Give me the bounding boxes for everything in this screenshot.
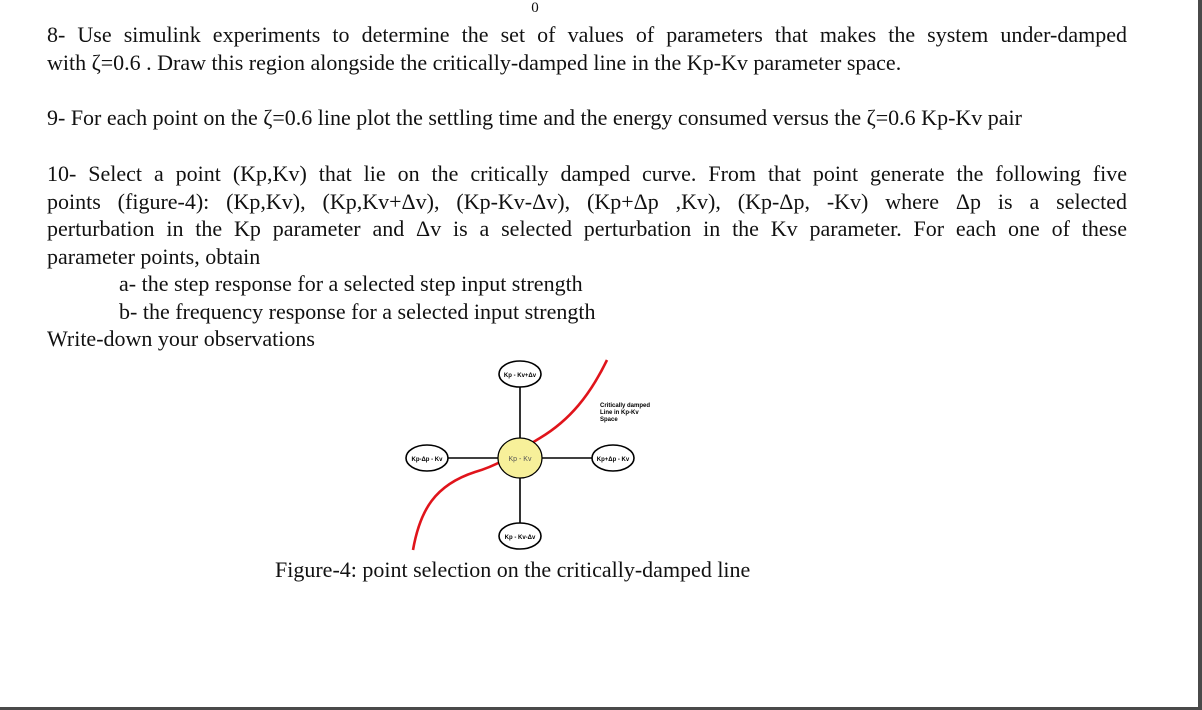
question-10-line-1: 10- Select a point (Kp,Kv) that lie on the critically damped curve. From that point generate the following five [47, 161, 1127, 186]
question-10-sub-a: a- the step response for a selected step input strength [119, 271, 583, 296]
question-10-line-3: perturbation in the Kp parameter and Δv is a selected perturbation in the Kv parameter. For each one of these [47, 216, 1127, 241]
figure-4 [395, 350, 685, 560]
question-10 [47, 160, 1127, 353]
question-9-line-1: 9- For each point on the ζ=0.6 line plot the settling time and the energy consumed versus the ζ=0.6 Kp-Kv pair [47, 105, 1022, 130]
curve-label-line-2: Line in Kp-Kv [600, 410, 639, 416]
curve-label-line-1: Critically damped [600, 403, 651, 409]
question-8 [47, 21, 1127, 76]
curve-label-line-3: Space [600, 417, 618, 423]
question-10-sub-b: b- the frequency response for a selected input strength [119, 298, 596, 324]
question-8-line-2: with ζ=0.6 . Draw this region alongside the critically-damped line in the Kp-Kv parameter space. [47, 49, 902, 75]
node-left-label: Kp-Δp - Kv [411, 457, 443, 463]
node-bottom-label: Kp - Kv-Δv [504, 535, 536, 541]
figure-4-diagram [395, 350, 685, 560]
page-border-right [1198, 0, 1202, 710]
question-8-line-1: 8- Use simulink experiments to determine the set of values of parameters that makes the system under-damped [47, 22, 1127, 47]
node-center-label: Kp - Kv [508, 456, 532, 463]
question-10-line-2: points (figure-4): (Kp,Kv), (Kp,Kv+Δv), (Kp-Kv-Δv), (Kp+Δp ,Kv), (Kp-Δp, -Kv) where Δp is a selected [47, 188, 1127, 214]
node-top-label: Kp - Kv+Δv [503, 373, 537, 379]
question-10-line-4: parameter points, obtain [47, 243, 261, 269]
question-9 [47, 104, 1127, 132]
page-number: 0 [531, 0, 539, 16]
question-10-closing: Write-down your observations [47, 326, 315, 351]
figure-caption: Figure-4: point selection on the critically-damped line [275, 557, 751, 582]
node-right-label: Kp+Δp - Kv [596, 457, 630, 463]
